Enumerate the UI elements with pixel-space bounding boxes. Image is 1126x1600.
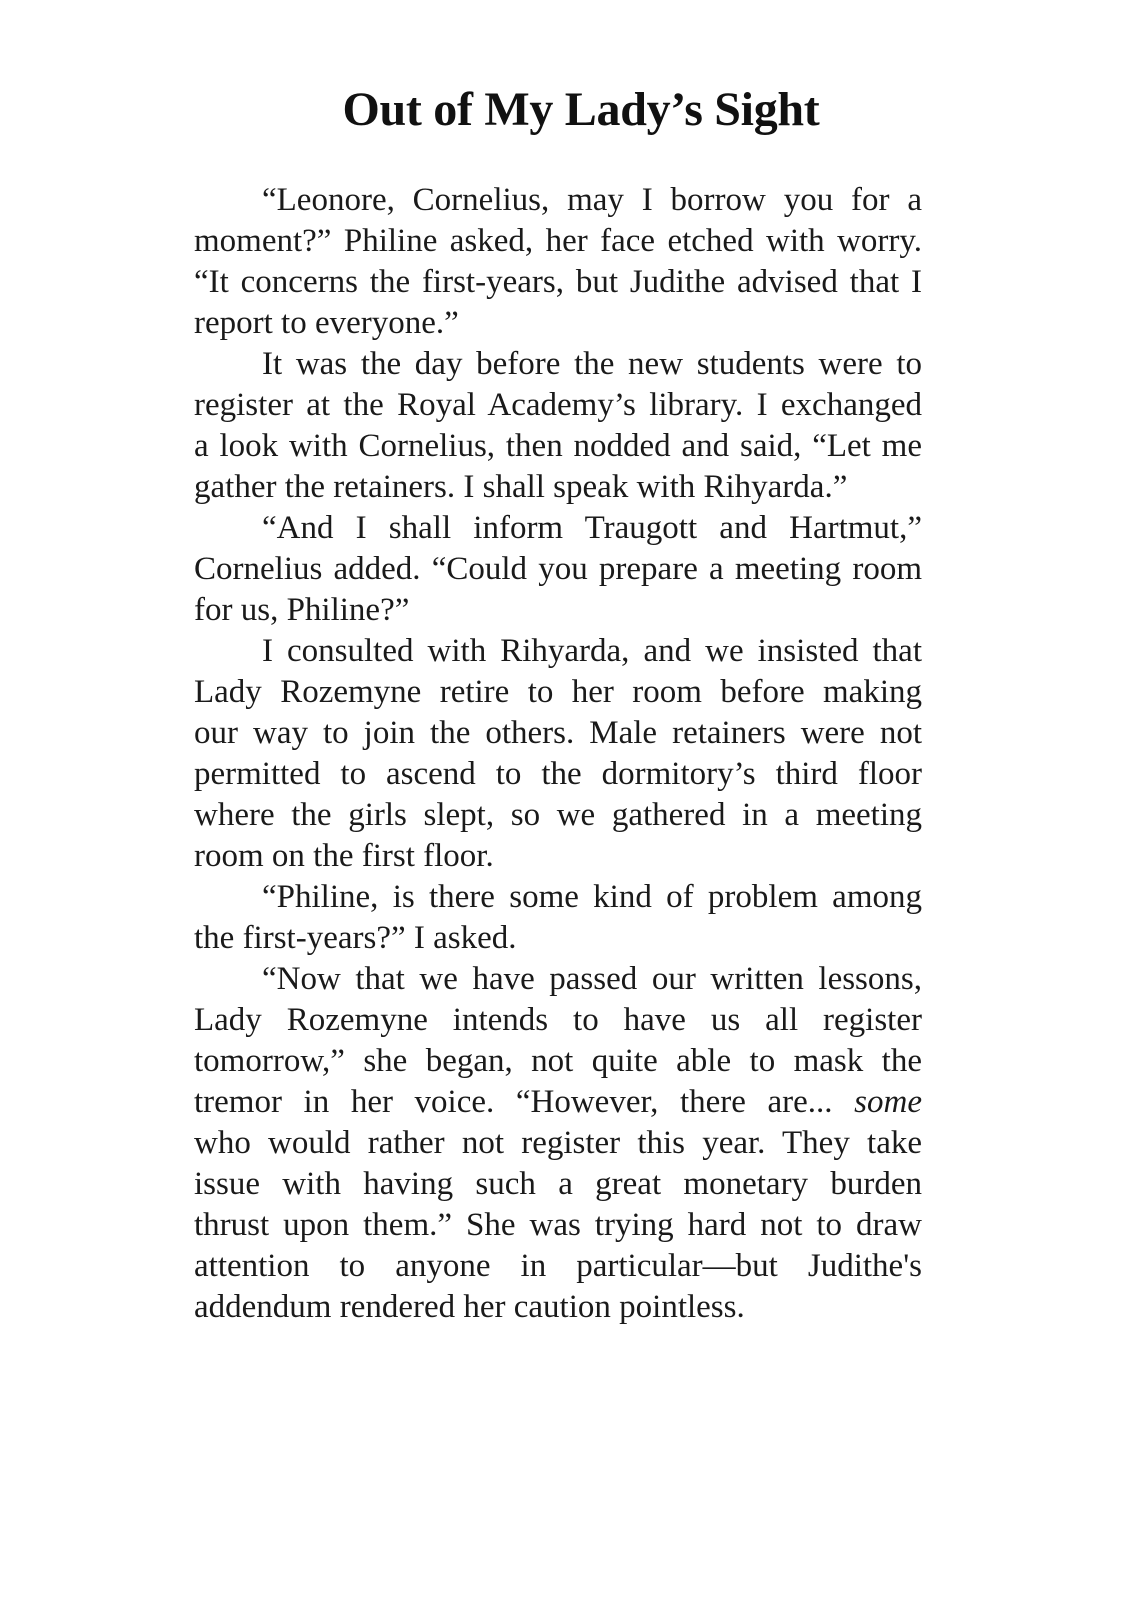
text-line: report to everyone.” [194, 305, 459, 341]
text-line: addendum rendered her caution pointless. [194, 1289, 745, 1325]
text-line: who would rather not register this year. They take [194, 1125, 922, 1161]
text-line: Cornelius added. “Could you prepare a meeting room [194, 551, 922, 587]
text-line: “And I shall inform Traugott and Hartmut,” [262, 510, 922, 546]
text-line: attention to anyone in particular—but Judithe's [194, 1248, 922, 1284]
text-line: gather the retainers. I shall speak with Rihyarda.” [194, 469, 848, 505]
text-line: tomorrow,” she began, not quite able to mask the [194, 1043, 922, 1079]
text-line: I consulted with Rihyarda, and we insisted that [262, 633, 922, 669]
text-line-with-italic [194, 1082, 922, 1123]
text-segment: tremor in her voice. “However, there are... [194, 1084, 833, 1120]
text-line: “Philine, is there some kind of problem among [262, 879, 922, 915]
text-line: moment?” Philine asked, her face etched with worry. [194, 223, 922, 259]
text-line: Lady Rozemyne retire to her room before making [194, 674, 922, 710]
italic-word: some [854, 1084, 922, 1120]
text-line: register at the Royal Academy’s library. I exchanged [194, 387, 922, 423]
text-line: permitted to ascend to the dormitory’s third floor [194, 756, 922, 792]
text-line: the first-years?” I asked. [194, 920, 517, 956]
text-line: where the girls slept, so we gathered in a meeting [194, 797, 922, 833]
text-line: issue with having such a great monetary burden [194, 1166, 922, 1202]
text-line: a look with Cornelius, then nodded and said, “Let me [194, 428, 922, 464]
chapter-title: Out of My Lady’s Sight [342, 83, 820, 136]
text-line: It was the day before the new students were to [262, 346, 922, 382]
text-line: our way to join the others. Male retainers were not [194, 715, 922, 751]
text-line: Lady Rozemyne intends to have us all register [194, 1002, 922, 1038]
text-line: “It concerns the first-years, but Judithe advised that I [194, 264, 922, 300]
text-line: “Leonore, Cornelius, may I borrow you for a [262, 182, 922, 218]
text-line: thrust upon them.” She was trying hard not to draw [194, 1207, 922, 1243]
text-line: for us, Philine?” [194, 592, 410, 628]
body-text [194, 180, 922, 1328]
text-line: “Now that we have passed our written lessons, [262, 961, 922, 997]
text-line: room on the first floor. [194, 838, 494, 874]
